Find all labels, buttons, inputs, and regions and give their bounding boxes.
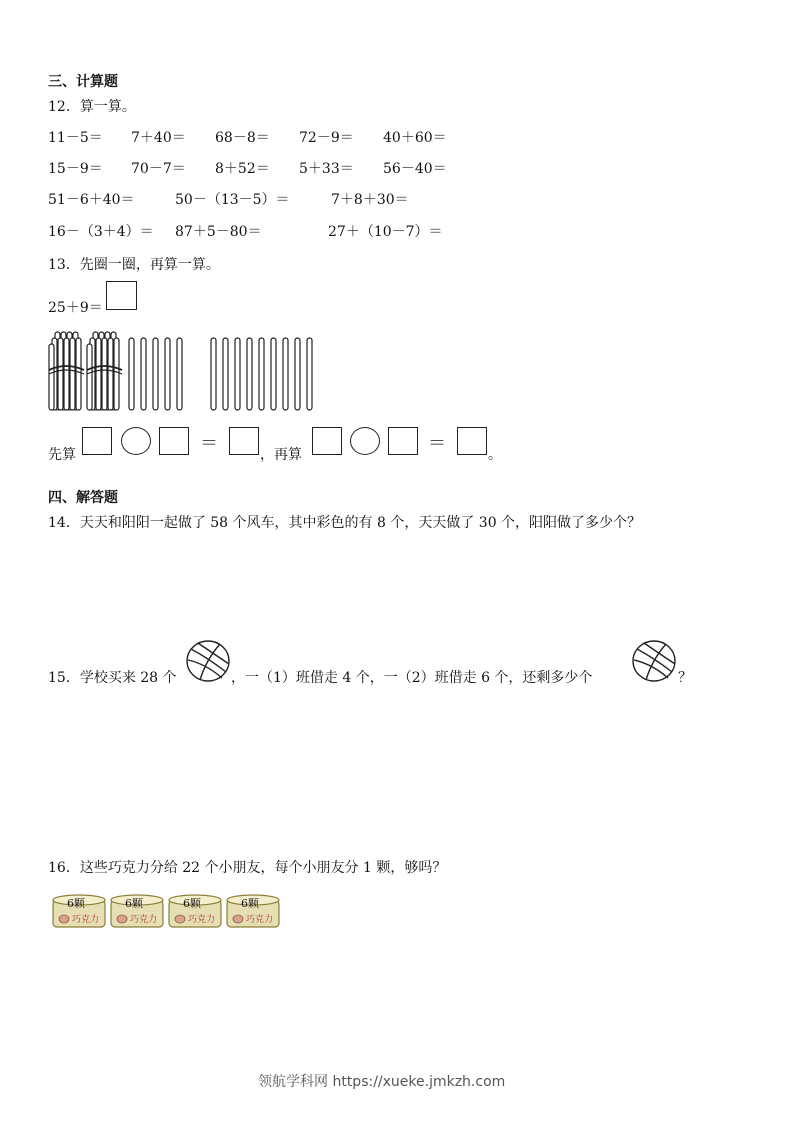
answer-box[interactable]: [106, 281, 137, 310]
calc-item: 15－9＝: [48, 161, 103, 177]
q15-text-part3: ？: [678, 670, 692, 686]
basketball-icon: [632, 640, 676, 682]
chocolate-tin-icon: [168, 893, 222, 929]
basketball-icon: [186, 640, 230, 682]
q12-label: 12．算一算。: [48, 99, 136, 115]
calc-item: 87＋5－80＝: [175, 224, 262, 240]
equals-sign: ＝: [200, 433, 218, 454]
period: 。: [488, 447, 502, 463]
chocolate-tins: [52, 893, 282, 929]
calc-item: 70－7＝: [131, 161, 186, 177]
tin-count: 6颗: [241, 897, 259, 910]
step2-label: ，再算: [260, 447, 302, 463]
calc-item: 7＋40＝: [131, 130, 186, 146]
calc-item: 5＋33＝: [299, 161, 354, 177]
calc-item: 72－9＝: [299, 130, 354, 146]
tin-label: 巧克力: [130, 915, 158, 925]
step1-label: 先算: [48, 447, 76, 463]
calc-item: 50－（13－5）＝: [175, 192, 290, 208]
answer-box[interactable]: [312, 427, 342, 455]
q15-text-part1: 15．学校买来 28 个: [48, 670, 177, 686]
operator-circle[interactable]: [350, 427, 380, 455]
section4-title: 四、解答题: [48, 490, 118, 506]
footer-watermark: 领航学科网 https://xueke.jmkzh.com: [258, 1074, 506, 1090]
tin-label: 巧克力: [72, 915, 100, 925]
chocolate-tin-icon: [110, 893, 164, 929]
calc-item: 11－5＝: [48, 130, 103, 146]
q13-label: 13．先圈一圈，再算一算。: [48, 257, 220, 273]
calc-item: 27＋（10－7）＝: [328, 224, 443, 240]
tin-count: 6颗: [67, 897, 85, 910]
calc-item: 8＋52＝: [215, 161, 270, 177]
calc-item: 7＋8＋30＝: [331, 192, 409, 208]
section3-title: 三、计算题: [48, 74, 118, 90]
answer-box[interactable]: [82, 427, 112, 455]
calc-item: 51－6＋40＝: [48, 192, 135, 208]
tin-count: 6颗: [183, 897, 201, 910]
tin-label: 巧克力: [246, 915, 274, 925]
q16-text: 16．这些巧克力分给 22 个小朋友，每个小朋友分 1 颗，够吗？: [48, 860, 447, 876]
q14-text: 14．天天和阳阳一起做了 58 个风车，其中彩色的有 8 个，天天做了 30 个，阳阳做了多少个？: [48, 515, 642, 531]
q15-text-part2: ，一（1）班借走 4 个，一（2）班借走 6 个，还剩多少个: [231, 670, 593, 686]
calc-item: 56－40＝: [383, 161, 447, 177]
calc-item: 68－8＝: [215, 130, 270, 146]
operator-circle[interactable]: [121, 427, 151, 455]
answer-box[interactable]: [159, 427, 189, 455]
chocolate-tin-icon: [226, 893, 280, 929]
equals-sign: ＝: [428, 433, 446, 454]
answer-box[interactable]: [388, 427, 418, 455]
tin-count: 6颗: [125, 897, 143, 910]
q13-expression: 25＋9＝: [48, 300, 103, 316]
calc-item: 40＋60＝: [383, 130, 447, 146]
counting-sticks-icon: [46, 326, 336, 416]
calc-item: 16－（3＋4）＝: [48, 224, 154, 240]
answer-box[interactable]: [457, 427, 487, 455]
chocolate-tin-icon: [52, 893, 106, 929]
tin-label: 巧克力: [188, 915, 216, 925]
answer-box[interactable]: [229, 427, 259, 455]
